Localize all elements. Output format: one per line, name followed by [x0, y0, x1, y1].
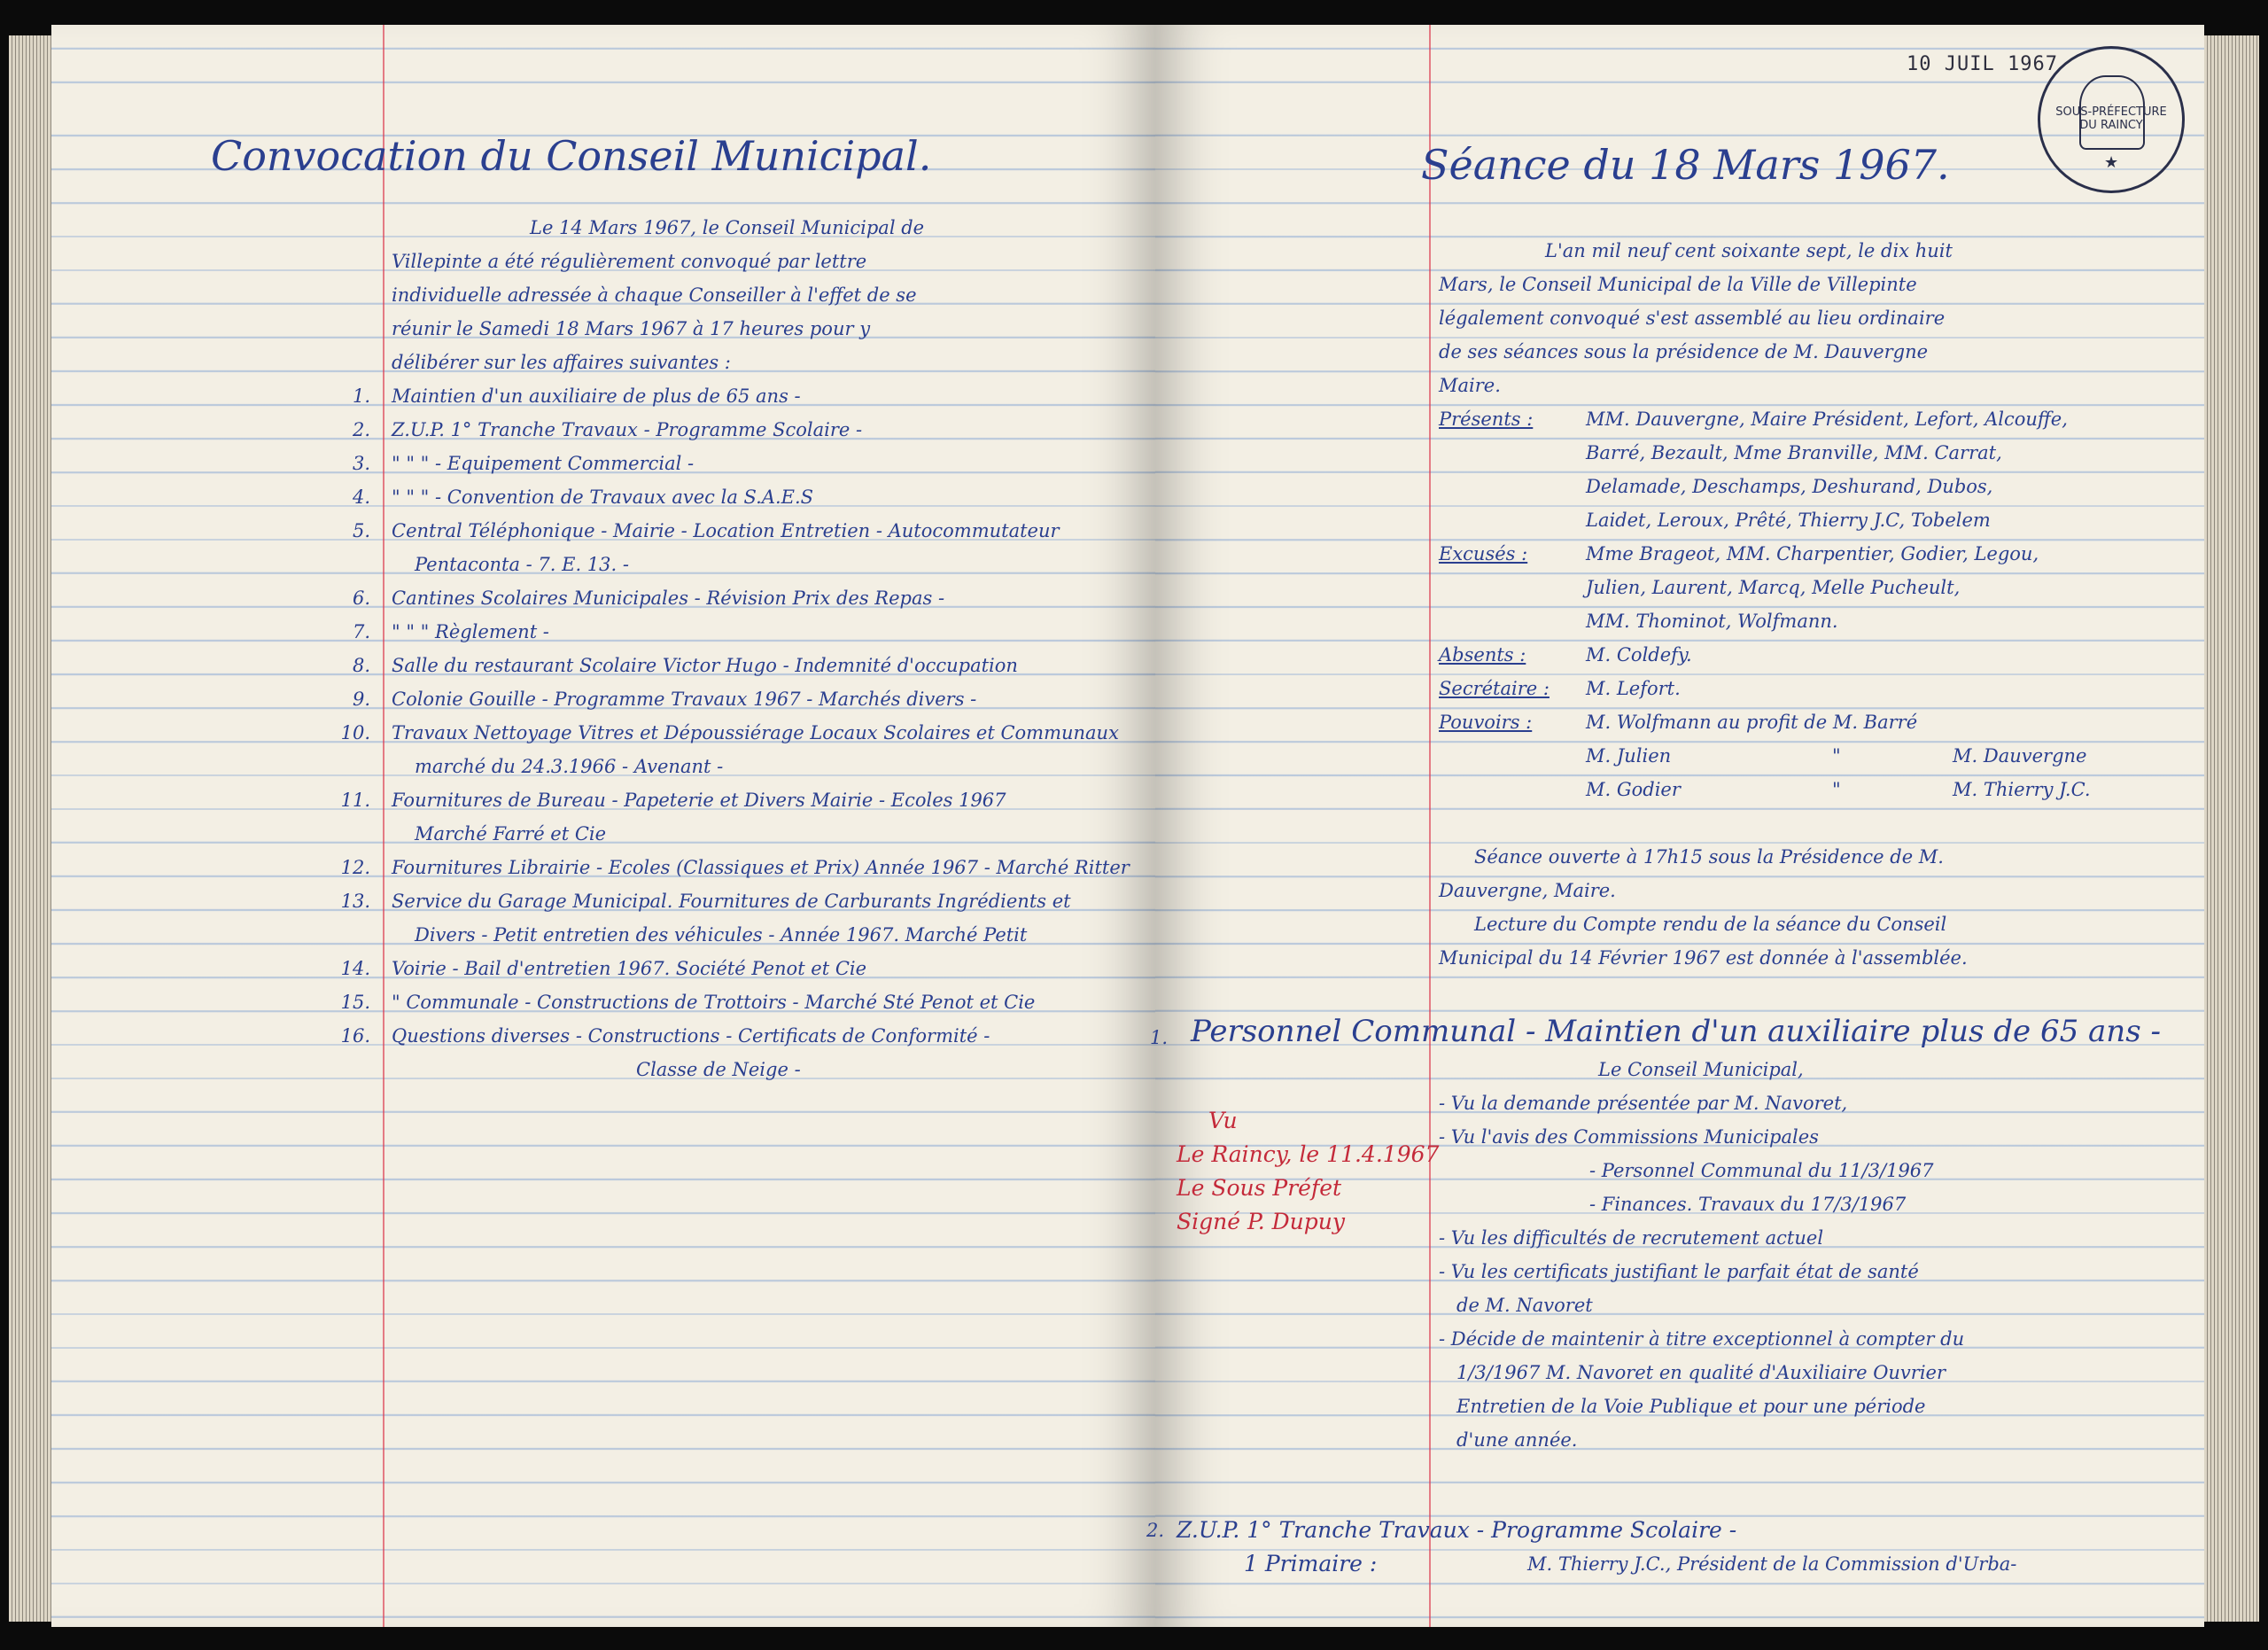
deliberation-line: Entretien de la Voie Publique et pour une période [1456, 1396, 1926, 1417]
left-page [51, 25, 1155, 1627]
agenda-item: Salle du restaurant Scolaire Victor Hugo - Indemnité d'occupation [392, 655, 1018, 676]
excuses-label: Excusés : [1439, 543, 1528, 564]
seance-line: Séance ouverte à 17h15 sous la Présidence de M. [1474, 846, 1944, 868]
deliberation-line: - Décide de maintenir à titre exceptionnel à compter du [1439, 1328, 1965, 1350]
agenda-item: Cantines Scolaires Municipales - Révision Prix des Repas - [392, 588, 945, 609]
deliberation-line: - Vu l'avis des Commissions Municipales [1439, 1126, 1819, 1148]
agenda-item: Central Téléphonique - Mairie - Location Entretien - Autocommutateur [392, 520, 1060, 541]
presents-line: Laidet, Leroux, Prêté, Thierry J.C, Tobelem [1586, 510, 1991, 531]
item2-subtitle: 1 Primaire : [1244, 1551, 1378, 1576]
agenda-item: Questions diverses - Constructions - Certificats de Conformité - [392, 1025, 990, 1047]
pouvoir-line: M. Thierry J.C. [1953, 779, 2091, 800]
agenda-item: Travaux Nettoyage Vitres et Dépoussiérage Locaux Scolaires et Communaux [392, 722, 1119, 743]
intro-line: de ses séances sous la présidence de M. Dauvergne [1439, 341, 1929, 362]
intro-line: Mars, le Conseil Municipal de la Ville de Villepinte [1439, 274, 1917, 295]
agenda-number: 7. [352, 621, 370, 642]
agenda-item: " Communale - Constructions de Trottoirs - Marché Sté Penot et Cie [392, 992, 1036, 1013]
agenda-item: Fournitures de Bureau - Papeterie et Divers Mairie - Ecoles 1967 [392, 790, 1006, 811]
item-number: 1. [1150, 1027, 1169, 1048]
agenda-item: " " " Règlement - [392, 621, 549, 642]
margin-line [383, 25, 384, 1627]
presents-line: Delamade, Deschamps, Deshurand, Dubos, [1586, 476, 1993, 497]
seance-line: Dauvergne, Maire. [1439, 880, 1616, 901]
deliberation-line: 1/3/1967 M. Navoret en qualité d'Auxiliaire Ouvrier [1456, 1362, 1946, 1383]
agenda-number: 10. [340, 722, 370, 743]
deliberation-line: d'une année. [1456, 1429, 1578, 1451]
intro-line: individuelle adressée à chaque Conseiller à l'effet de se [392, 284, 917, 306]
secretaire-value: M. Lefort. [1586, 678, 1681, 699]
pouvoirs-label: Pouvoirs : [1439, 712, 1533, 733]
deliberation-line: de M. Navoret [1456, 1295, 1593, 1316]
item2-body: M. Thierry J.C., Président de la Commission d'Urba- [1527, 1553, 2017, 1575]
intro-line: Maire. [1439, 375, 1501, 396]
date-stamp: 10 JUIL 1967 [1907, 53, 2058, 75]
intro-line: légalement convoqué s'est assemblé au lieu ordinaire [1439, 307, 1946, 329]
pouvoir-line: M. Dauvergne [1953, 745, 2087, 767]
agenda-item: " " " - Equipement Commercial - [392, 453, 695, 474]
item-number: 2. [1146, 1520, 1165, 1541]
excuses-line: Julien, Laurent, Marcq, Melle Pucheult, [1586, 577, 1961, 598]
agenda-number: 5. [352, 520, 370, 541]
margin-line [1429, 25, 1431, 1627]
absents-value: M. Coldefy. [1586, 644, 1692, 665]
agenda-item: " " " - Convention de Travaux avec la S.A.E.S [392, 486, 814, 508]
agenda-item-cont: Marché Farré et Cie [415, 823, 607, 844]
pouvoir-line: M. Julien [1586, 745, 1672, 767]
prefecture-seal [2038, 46, 2185, 193]
excuses-line: MM. Thominot, Wolfmann. [1586, 611, 1838, 632]
ditto-mark: " [1832, 779, 1841, 800]
page-edges-right [2204, 35, 2259, 1622]
intro-line: Le 14 Mars 1967, le Conseil Municipal de [530, 217, 925, 238]
excuses-line: Mme Brageot, MM. Charpentier, Godier, Legou, [1586, 543, 2039, 564]
absents-label: Absents : [1439, 644, 1526, 665]
page-edges-left [9, 35, 51, 1622]
agenda-number: 4. [352, 486, 370, 508]
intro-line: L'an mil neuf cent soixante sept, le dix huit [1545, 240, 1953, 261]
agenda-item-cont: Divers - Petit entretien des véhicules - Année 1967. Marché Petit [415, 924, 1028, 946]
deliberation-line: - Vu les difficultés de recrutement actuel [1439, 1227, 1824, 1249]
seal-text: SOUS-PRÉFECTURE DU RAINCY [2055, 105, 2167, 132]
agenda-number: 6. [352, 588, 370, 609]
ditto-mark: " [1832, 745, 1841, 767]
seance-line: Lecture du Compte rendu de la séance du Conseil [1474, 914, 1947, 935]
deliberation-line: - Finances. Travaux du 17/3/1967 [1589, 1194, 1907, 1215]
presents-line: MM. Dauvergne, Maire Président, Lefort, Alcouffe, [1586, 409, 2068, 430]
deliberation-line: - Personnel Communal du 11/3/1967 [1589, 1160, 1934, 1181]
intro-line: réunir le Samedi 18 Mars 1967 à 17 heures pour y [392, 318, 871, 339]
left-page-title: Convocation du Conseil Municipal. [211, 132, 932, 180]
presents-line: Barré, Bezault, Mme Branville, MM. Carrat, [1586, 442, 2002, 463]
right-page-title: Séance du 18 Mars 1967. [1421, 141, 1950, 189]
agenda-number: 13. [340, 891, 370, 912]
agenda-number: 12. [340, 857, 370, 878]
prefecture-note-line: Le Raincy, le 11.4.1967 [1177, 1141, 1440, 1167]
deliberation-line: Le Conseil Municipal, [1598, 1059, 1804, 1080]
agenda-item: Service du Garage Municipal. Fournitures de Carburants Ingrédients et [392, 891, 1071, 912]
item2-title: Z.U.P. 1° Tranche Travaux - Programme Scolaire - [1177, 1517, 1737, 1543]
deliberation-line: - Vu la demande présentée par M. Navoret, [1439, 1093, 1848, 1114]
pouvoir-line: M. Wolfmann au profit de M. Barré [1586, 712, 1918, 733]
star-icon: ★ [2104, 153, 2119, 172]
agenda-item: Z.U.P. 1° Tranche Travaux - Programme Scolaire - [392, 419, 863, 440]
prefecture-note-line: Vu [1208, 1108, 1238, 1133]
right-page [1146, 25, 2204, 1627]
intro-line: délibérer sur les affaires suivantes : [392, 352, 731, 373]
agenda-number: 11. [340, 790, 370, 811]
prefecture-note-line: Le Sous Préfet [1177, 1175, 1342, 1201]
agenda-number: 3. [352, 453, 370, 474]
secretaire-label: Secrétaire : [1439, 678, 1550, 699]
deliberation-line: - Vu les certificats justifiant le parfait état de santé [1439, 1261, 1919, 1282]
presents-label: Présents : [1439, 409, 1534, 430]
pouvoir-line: M. Godier [1586, 779, 1681, 800]
agenda-number: 2. [352, 419, 370, 440]
prefecture-note-line: Signé P. Dupuy [1177, 1209, 1345, 1234]
agenda-number: 8. [352, 655, 370, 676]
agenda-number: 9. [352, 689, 370, 710]
agenda-number: 1. [352, 385, 370, 407]
agenda-number: 16. [340, 1025, 370, 1047]
agenda-item: Fournitures Librairie - Ecoles (Classiques et Prix) Année 1967 - Marché Ritter [392, 857, 1130, 878]
item1-title: Personnel Communal - Maintien d'un auxiliaire plus de 65 ans - [1191, 1014, 2161, 1049]
agenda-item: Maintien d'un auxiliaire de plus de 65 ans - [392, 385, 801, 407]
agenda-number: 15. [340, 992, 370, 1013]
agenda-number: 14. [340, 958, 370, 979]
agenda-item-cont: Pentaconta - 7. E. 13. - [415, 554, 629, 575]
seance-line: Municipal du 14 Février 1967 est donnée à l'assemblée. [1439, 947, 1968, 969]
agenda-item-cont: Classe de Neige - [636, 1059, 801, 1080]
agenda-item: Voirie - Bail d'entretien 1967. Société Penot et Cie [392, 958, 867, 979]
agenda-item-cont: marché du 24.3.1966 - Avenant - [415, 756, 724, 777]
agenda-item: Colonie Gouille - Programme Travaux 1967 - Marchés divers - [392, 689, 977, 710]
intro-line: Villepinte a été régulièrement convoqué par lettre [392, 251, 867, 272]
